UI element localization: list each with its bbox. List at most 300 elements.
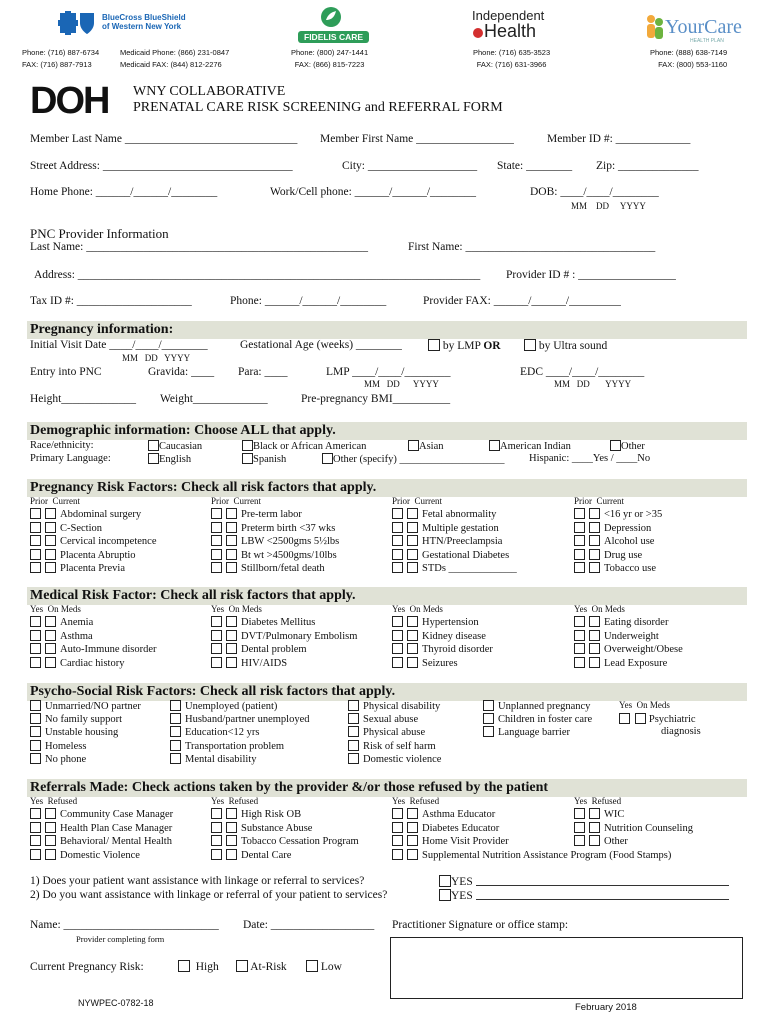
psychosocial-risk-item[interactable]	[170, 726, 259, 738]
medical-risk-checkbox[interactable]	[211, 643, 222, 654]
pregnancy-risk-checkbox[interactable]	[30, 522, 41, 533]
psychosocial-risk-label: Homeless	[45, 740, 87, 752]
member-last-name-field[interactable]: Member Last Name ______________________________	[30, 133, 298, 145]
psychosocial-risk-label: Children in foster care	[498, 714, 593, 726]
medical-risk-item[interactable]	[574, 657, 667, 669]
psychosocial-risk-checkbox[interactable]	[348, 713, 359, 724]
medical-risk-label: Thyroid disorder	[422, 644, 493, 655]
race-label: Race/ethnicity:	[30, 440, 94, 451]
medical-risk-item[interactable]	[211, 643, 307, 655]
caucasian-checkbox[interactable]	[148, 440, 159, 451]
pregnancy-risk-checkbox[interactable]	[211, 535, 222, 546]
medical-risk-checkbox[interactable]	[30, 657, 41, 668]
risk-high-option[interactable]: High	[178, 960, 219, 973]
referral-label: Domestic Violence	[60, 849, 140, 861]
medical-risk-label: Lead Exposure	[604, 657, 668, 669]
psychosocial-risk-checkbox[interactable]	[348, 753, 359, 764]
psychosocial-risk-label: Sexual abuse	[363, 714, 419, 726]
pnc-phone-field[interactable]: Phone: ______/______/________	[230, 295, 387, 307]
independent-health-logo	[472, 8, 562, 44]
psychosocial-risk-checkbox[interactable]	[483, 713, 494, 724]
psychosocial-risk-checkbox[interactable]	[348, 740, 359, 751]
provider-name-field[interactable]: Name: ___________________________	[30, 919, 219, 931]
yourcare-logo	[645, 14, 745, 44]
pregnancy-risk-item[interactable]	[30, 562, 125, 574]
medical-risk-checkbox[interactable]	[45, 630, 56, 641]
psychosocial-risk-item[interactable]	[170, 713, 310, 725]
medical-risk-checkbox[interactable]	[211, 657, 222, 668]
referral-checkbox[interactable]	[392, 822, 403, 833]
medical-risk-checkbox[interactable]	[589, 657, 600, 668]
pregnancy-risk-item[interactable]	[211, 562, 325, 574]
referral-item[interactable]	[392, 835, 509, 847]
referral-item[interactable]	[392, 822, 499, 834]
asian-checkbox[interactable]	[408, 440, 419, 451]
psychosocial-risk-label: Transportation problem	[185, 740, 285, 752]
weight-field[interactable]: Weight_____________	[160, 393, 268, 405]
psychosocial-risk-checkbox[interactable]	[483, 700, 494, 711]
member-first-name-field[interactable]: Member First Name _________________	[320, 133, 514, 145]
referral-label: Diabetes Educator	[422, 822, 500, 834]
provider-fax-field[interactable]: Provider FAX: ______/______/_________	[423, 295, 621, 307]
referral-checkbox[interactable]	[226, 822, 237, 833]
ih-bottom-text: Health	[484, 21, 537, 41]
referral-item[interactable]	[30, 835, 172, 847]
signature-stamp-box[interactable]	[390, 937, 743, 999]
pregnancy-risk-item[interactable]	[30, 522, 102, 534]
referral-label: Asthma Educator	[422, 809, 496, 820]
psychosocial-risk-checkbox[interactable]	[30, 700, 41, 711]
pregnancy-risk-checkbox[interactable]	[226, 522, 237, 533]
referral-item[interactable]	[392, 849, 671, 861]
referral-checkbox[interactable]	[392, 835, 403, 846]
pregnancy-risk-item[interactable]	[392, 522, 499, 534]
edc-field[interactable]: EDC ____/____/________	[520, 366, 645, 378]
referral-checkbox[interactable]	[407, 822, 418, 833]
medical-risk-checkbox[interactable]	[211, 616, 222, 627]
spanish-option[interactable]: Spanish	[242, 453, 286, 465]
psychosocial-risk-item[interactable]	[483, 713, 592, 725]
pregnancy-risk-item[interactable]	[392, 508, 496, 520]
section-bar-demographic	[27, 422, 747, 440]
pregnancy-risk-checkbox[interactable]	[392, 562, 403, 573]
pregnancy-risk-label: Gestational Diabetes	[422, 549, 510, 561]
referral-item[interactable]	[574, 822, 693, 834]
medical-risk-checkbox[interactable]	[392, 616, 403, 627]
caucasian-option[interactable]: Caucasian	[148, 440, 202, 452]
psychosocial-risk-item[interactable]	[170, 700, 277, 712]
black-checkbox[interactable]	[242, 440, 253, 451]
height-field[interactable]: Height_____________	[30, 393, 137, 405]
referral-checkbox[interactable]	[211, 822, 222, 833]
psychosocial-risk-checkbox[interactable]	[30, 726, 41, 737]
pregnancy-risk-item[interactable]	[211, 535, 339, 547]
pregnancy-risk-checkbox[interactable]	[45, 549, 56, 560]
pregnancy-risk-checkbox[interactable]	[45, 535, 56, 546]
pregnancy-risk-checkbox[interactable]	[574, 522, 585, 533]
referral-checkbox[interactable]	[589, 835, 600, 846]
risk-atrisk-checkbox[interactable]	[236, 960, 248, 972]
medical-risk-col-header: Yes On Meds	[392, 604, 443, 614]
medical-risk-checkbox[interactable]	[392, 630, 403, 641]
medical-risk-col-header: Yes On Meds	[30, 604, 81, 614]
referral-checkbox[interactable]	[45, 835, 56, 846]
referral-checkbox[interactable]	[407, 808, 418, 819]
referral-checkbox[interactable]	[589, 808, 600, 819]
english-option[interactable]: English	[148, 453, 191, 465]
medical-risk-checkbox[interactable]	[30, 630, 41, 641]
psychosocial-risk-checkbox[interactable]	[170, 726, 181, 737]
medical-risk-item[interactable]	[211, 616, 315, 628]
spanish-checkbox[interactable]	[242, 453, 253, 464]
other-race-option[interactable]: Other	[610, 440, 645, 452]
psychosocial-risk-label: Physical abuse	[363, 727, 426, 739]
medical-risk-label: Anemia	[60, 617, 94, 628]
medical-risk-checkbox[interactable]	[407, 657, 418, 668]
pregnancy-risk-item[interactable]	[211, 549, 337, 561]
pregnancy-risk-checkbox[interactable]	[589, 535, 600, 546]
tax-id-field[interactable]: Tax ID #: ____________________	[30, 295, 192, 307]
medical-risk-label: Diabetes Mellitus	[241, 617, 316, 628]
q2-yes-checkbox[interactable]	[439, 889, 451, 901]
medical-risk-checkbox[interactable]	[407, 643, 418, 654]
referral-item[interactable]	[574, 835, 628, 847]
referral-checkbox[interactable]	[45, 849, 56, 860]
psychosocial-risk-checkbox[interactable]	[30, 740, 41, 751]
psychosocial-risk-checkbox[interactable]	[348, 726, 359, 737]
psychosocial-risk-item[interactable]	[30, 713, 122, 725]
medical-risk-item[interactable]	[574, 616, 668, 628]
pregnancy-risk-checkbox[interactable]	[392, 535, 403, 546]
medical-risk-checkbox[interactable]	[589, 630, 600, 641]
q2-yes-option[interactable]: YES	[439, 889, 729, 902]
referral-checkbox[interactable]	[407, 849, 418, 860]
referral-checkbox[interactable]	[226, 808, 237, 819]
referral-checkbox[interactable]	[30, 849, 41, 860]
pregnancy-risk-checkbox[interactable]	[589, 549, 600, 560]
pregnancy-risk-checkbox[interactable]	[226, 562, 237, 573]
medical-risk-checkbox[interactable]	[30, 643, 41, 654]
state-field[interactable]: State: ________	[497, 160, 573, 172]
ultrasound-checkbox[interactable]	[524, 339, 536, 351]
pregnancy-risk-checkbox[interactable]	[407, 535, 418, 546]
pregnancy-risk-checkbox[interactable]	[574, 508, 585, 519]
pregnancy-risk-checkbox[interactable]	[407, 562, 418, 573]
medical-risk-item[interactable]	[392, 643, 493, 655]
referral-item[interactable]	[211, 808, 301, 820]
pregnancy-risk-checkbox[interactable]	[407, 508, 418, 519]
pregnancy-risk-label: Pre-term labor	[241, 509, 302, 520]
referral-item[interactable]	[574, 808, 624, 820]
cell-phone-field[interactable]: Work/Cell phone: ______/______/________	[270, 186, 477, 198]
pregnancy-risk-item[interactable]	[392, 549, 509, 561]
medical-risk-checkbox[interactable]	[226, 616, 237, 627]
pnc-last-name-field[interactable]: Last Name: _________________________________________________	[30, 241, 368, 253]
gestational-age-field[interactable]: Gestational Age (weeks) ________	[240, 339, 402, 351]
psychiatric-yes-checkbox[interactable]	[619, 713, 630, 724]
pregnancy-risk-checkbox[interactable]	[589, 562, 600, 573]
referral-item[interactable]	[30, 849, 140, 861]
pregnancy-risk-checkbox[interactable]	[589, 522, 600, 533]
medical-risk-checkbox[interactable]	[226, 643, 237, 654]
medical-risk-checkbox[interactable]	[589, 643, 600, 654]
psychosocial-risk-item[interactable]	[348, 726, 425, 738]
street-address-field[interactable]: Street Address: _________________________________	[30, 160, 293, 172]
pregnancy-risk-label: Stillborn/fetal death	[241, 563, 325, 574]
pregnancy-risk-checkbox[interactable]	[589, 508, 600, 519]
referral-checkbox[interactable]	[226, 849, 237, 860]
ultrasound-option[interactable]: by Ultra sound	[524, 339, 607, 352]
referral-checkbox[interactable]	[30, 835, 41, 846]
pregnancy-risk-checkbox[interactable]	[574, 535, 585, 546]
pregnancy-risk-label: STDs _____________	[422, 563, 517, 574]
pregnancy-risk-checkbox[interactable]	[211, 508, 222, 519]
referral-checkbox[interactable]	[45, 822, 56, 833]
section-bar-referrals	[27, 779, 747, 797]
section-title-pregnancy: Pregnancy information:	[30, 322, 174, 337]
bcbs-logo	[58, 9, 198, 39]
hispanic-field[interactable]: Hispanic: ____Yes / ____No	[529, 453, 651, 464]
medical-risk-item[interactable]	[211, 630, 357, 642]
home-phone-field[interactable]: Home Phone: ______/______/________	[30, 186, 218, 198]
psychosocial-risk-item[interactable]	[30, 726, 118, 738]
ih-top-text: Independent	[472, 8, 545, 23]
bmi-field[interactable]: Pre-pregnancy BMI__________	[301, 393, 451, 405]
risk-low-checkbox[interactable]	[306, 960, 318, 972]
gravida-field[interactable]: Gravida: ____	[148, 366, 215, 378]
pregnancy-risk-checkbox[interactable]	[226, 549, 237, 560]
section-title-referrals: Referrals Made: Check actions taken by the provider &/or those refused by the patient	[30, 780, 549, 795]
medical-risk-checkbox[interactable]	[30, 616, 41, 627]
referral-checkbox[interactable]	[407, 835, 418, 846]
referral-label: Home Visit Provider	[422, 836, 509, 847]
referral-checkbox[interactable]	[574, 835, 585, 846]
medical-risk-checkbox[interactable]	[226, 630, 237, 641]
referral-checkbox[interactable]	[392, 849, 403, 860]
q1-yes-checkbox[interactable]	[439, 875, 451, 887]
other-language-checkbox[interactable]	[322, 453, 333, 464]
pregnancy-risk-checkbox[interactable]	[407, 522, 418, 533]
q1-yes-option[interactable]: YES	[439, 875, 729, 888]
referral-col-header: Yes Refused	[392, 796, 440, 806]
other-language-option[interactable]: Other (specify) ____________________	[322, 453, 504, 465]
initial-visit-date-field[interactable]: Initial Visit Date ____/____/________	[30, 339, 208, 351]
referral-item[interactable]	[30, 808, 173, 820]
pregnancy-risk-item[interactable]	[211, 508, 302, 520]
date-field[interactable]: Date: __________________	[243, 919, 375, 931]
section-title-demographic: Demographic information: Choose ALL that apply.	[30, 423, 336, 438]
pregnancy-risk-label: Preterm birth <37 wks	[241, 522, 336, 534]
referral-checkbox[interactable]	[211, 808, 222, 819]
psychosocial-risk-checkbox[interactable]	[348, 700, 359, 711]
psychosocial-risk-item[interactable]	[170, 740, 284, 752]
medical-risk-checkbox[interactable]	[45, 643, 56, 654]
referral-item[interactable]	[211, 835, 359, 847]
pregnancy-risk-checkbox[interactable]	[45, 522, 56, 533]
pregnancy-risk-item[interactable]	[30, 549, 136, 561]
lmp-option[interactable]: by LMP OR	[428, 339, 501, 352]
lmp-checkbox[interactable]	[428, 339, 440, 351]
referral-checkbox[interactable]	[226, 835, 237, 846]
section-bar-pregnancy	[27, 321, 747, 339]
other-race-checkbox[interactable]	[610, 440, 621, 451]
risk-low-option[interactable]: Low	[306, 960, 342, 973]
medical-risk-checkbox[interactable]	[392, 657, 403, 668]
pregnancy-risk-item[interactable]	[574, 522, 651, 534]
psychosocial-risk-item[interactable]	[30, 700, 141, 712]
referral-checkbox[interactable]	[45, 808, 56, 819]
referral-item[interactable]	[392, 808, 495, 820]
medical-risk-checkbox[interactable]	[574, 616, 585, 627]
psychosocial-risk-label: Unstable housing	[45, 727, 119, 739]
medical-risk-item[interactable]	[30, 630, 93, 642]
medical-risk-checkbox[interactable]	[407, 630, 418, 641]
doh-logo: DOH	[30, 80, 109, 122]
psychosocial-risk-label: Physical disability	[363, 701, 441, 712]
medical-risk-item[interactable]	[574, 643, 683, 655]
referral-checkbox[interactable]	[574, 822, 585, 833]
psychosocial-risk-item[interactable]	[170, 753, 256, 765]
medical-risk-item[interactable]	[211, 657, 287, 669]
pregnancy-risk-checkbox[interactable]	[392, 508, 403, 519]
risk-atrisk-option[interactable]: At-Risk	[236, 960, 287, 973]
pregnancy-risk-checkbox[interactable]	[211, 549, 222, 560]
pregnancy-risk-col-header: Prior Current	[211, 496, 261, 506]
psychosocial-risk-checkbox[interactable]	[170, 753, 181, 764]
pnc-first-name-field[interactable]: First Name: _________________________________	[408, 241, 656, 253]
medical-risk-item[interactable]	[392, 657, 458, 669]
psychosocial-risk-checkbox[interactable]	[30, 713, 41, 724]
pregnancy-risk-checkbox[interactable]	[211, 522, 222, 533]
pregnancy-risk-item[interactable]	[574, 562, 656, 574]
medical-risk-checkbox[interactable]	[407, 616, 418, 627]
medical-risk-item[interactable]	[392, 616, 479, 628]
referral-item[interactable]	[211, 822, 312, 834]
medical-risk-checkbox[interactable]	[574, 630, 585, 641]
medical-risk-checkbox[interactable]	[589, 616, 600, 627]
pregnancy-risk-item[interactable]	[211, 522, 335, 534]
medical-risk-checkbox[interactable]	[45, 616, 56, 627]
psychosocial-risk-checkbox[interactable]	[170, 700, 181, 711]
medical-risk-checkbox[interactable]	[392, 643, 403, 654]
pregnancy-risk-checkbox[interactable]	[30, 562, 41, 573]
medical-risk-checkbox[interactable]	[574, 643, 585, 654]
medical-risk-checkbox[interactable]	[45, 657, 56, 668]
medical-risk-item[interactable]	[30, 657, 124, 669]
referral-checkbox[interactable]	[392, 808, 403, 819]
psychosocial-risk-item[interactable]	[30, 740, 86, 752]
psychiatric-meds-checkbox[interactable]	[635, 713, 646, 724]
pregnancy-risk-checkbox[interactable]	[226, 535, 237, 546]
para-field[interactable]: Para: ____	[238, 366, 288, 378]
psychosocial-risk-item[interactable]	[348, 713, 418, 725]
member-id-field[interactable]: Member ID #: _____________	[547, 133, 691, 145]
referral-checkbox[interactable]	[574, 808, 585, 819]
fidelis-leaf-icon	[320, 6, 342, 28]
language-label: Primary Language:	[30, 453, 111, 464]
referral-label: Dental Care	[241, 849, 292, 861]
referral-checkbox[interactable]	[589, 822, 600, 833]
yourcare-sub: HEALTH PLAN	[690, 38, 724, 44]
psychosocial-risk-checkbox[interactable]	[483, 726, 494, 737]
medical-risk-item[interactable]	[392, 630, 486, 642]
referral-checkbox[interactable]	[211, 835, 222, 846]
zip-field[interactable]: Zip: ______________	[596, 160, 699, 172]
medical-risk-item[interactable]	[30, 616, 93, 628]
pregnancy-risk-item[interactable]	[574, 549, 642, 561]
pregnancy-risk-checkbox[interactable]	[45, 562, 56, 573]
risk-high-checkbox[interactable]	[178, 960, 190, 972]
psychosocial-risk-item[interactable]	[483, 700, 590, 712]
pregnancy-risk-label: Tobacco use	[604, 563, 657, 574]
dob-field[interactable]: DOB: ____/____/________	[530, 186, 659, 198]
medical-risk-checkbox[interactable]	[211, 630, 222, 641]
pregnancy-risk-item[interactable]	[574, 508, 662, 520]
medical-risk-item[interactable]	[30, 643, 157, 655]
medical-risk-item[interactable]	[574, 630, 659, 642]
referral-checkbox[interactable]	[30, 822, 41, 833]
american-indian-checkbox[interactable]	[489, 440, 500, 451]
asian-option[interactable]: Asian	[408, 440, 444, 452]
medical-risk-checkbox[interactable]	[574, 657, 585, 668]
black-option[interactable]: Black or African American	[242, 440, 366, 452]
pregnancy-risk-checkbox[interactable]	[407, 549, 418, 560]
referral-checkbox[interactable]	[211, 849, 222, 860]
english-checkbox[interactable]	[148, 453, 159, 464]
pregnancy-risk-checkbox[interactable]	[574, 549, 585, 560]
pregnancy-risk-checkbox[interactable]	[226, 508, 237, 519]
pregnancy-risk-checkbox[interactable]	[392, 549, 403, 560]
referral-checkbox[interactable]	[30, 808, 41, 819]
referral-label: Tobacco Cessation Program	[241, 836, 359, 847]
referral-label: Community Case Manager	[60, 809, 174, 820]
psychosocial-risk-item[interactable]	[30, 753, 86, 765]
pnc-address-field[interactable]: Address: ______________________________________________________________________	[34, 269, 481, 281]
pregnancy-risk-checkbox[interactable]	[45, 508, 56, 519]
pregnancy-risk-item[interactable]	[392, 535, 502, 547]
psychosocial-risk-item[interactable]	[348, 740, 436, 752]
psychosocial-risk-checkbox[interactable]	[170, 713, 181, 724]
pregnancy-risk-item[interactable]	[574, 535, 654, 547]
pregnancy-risk-label: Multiple gestation	[422, 522, 499, 534]
section-bar-medical-risk	[27, 587, 747, 605]
psychosocial-risk-checkbox[interactable]	[30, 753, 41, 764]
city-field[interactable]: City: ___________________	[342, 160, 478, 172]
pregnancy-risk-checkbox[interactable]	[574, 562, 585, 573]
psychiatric-diagnosis-option[interactable]: Psychiatric	[619, 713, 696, 725]
referral-item[interactable]	[30, 822, 172, 834]
lmp-date-field[interactable]: LMP ____/____/________	[326, 366, 451, 378]
pregnancy-risk-checkbox[interactable]	[392, 522, 403, 533]
pregnancy-risk-checkbox[interactable]	[30, 535, 41, 546]
pregnancy-risk-checkbox[interactable]	[30, 508, 41, 519]
psychosocial-risk-item[interactable]	[348, 753, 441, 765]
pregnancy-risk-item[interactable]	[30, 508, 141, 520]
pregnancy-risk-checkbox[interactable]	[211, 562, 222, 573]
psychosocial-risk-checkbox[interactable]	[170, 740, 181, 751]
referral-item[interactable]	[211, 849, 291, 861]
contact-bcbs-medicaid: Medicaid Phone: (866) 231-0847 Medicaid FAX: (844) 812-2276	[120, 48, 230, 69]
psychosocial-risk-item[interactable]	[483, 726, 570, 738]
pregnancy-risk-item[interactable]	[392, 562, 517, 574]
medical-risk-checkbox[interactable]	[226, 657, 237, 668]
pregnancy-risk-checkbox[interactable]	[30, 549, 41, 560]
american-indian-option[interactable]: American Indian	[489, 440, 571, 452]
pregnancy-risk-item[interactable]	[30, 535, 157, 547]
pregnancy-risk-label: LBW <2500gms 5½lbs	[241, 536, 340, 547]
provider-id-field[interactable]: Provider ID # : _________________	[506, 269, 676, 281]
psychosocial-risk-item[interactable]	[348, 700, 440, 712]
